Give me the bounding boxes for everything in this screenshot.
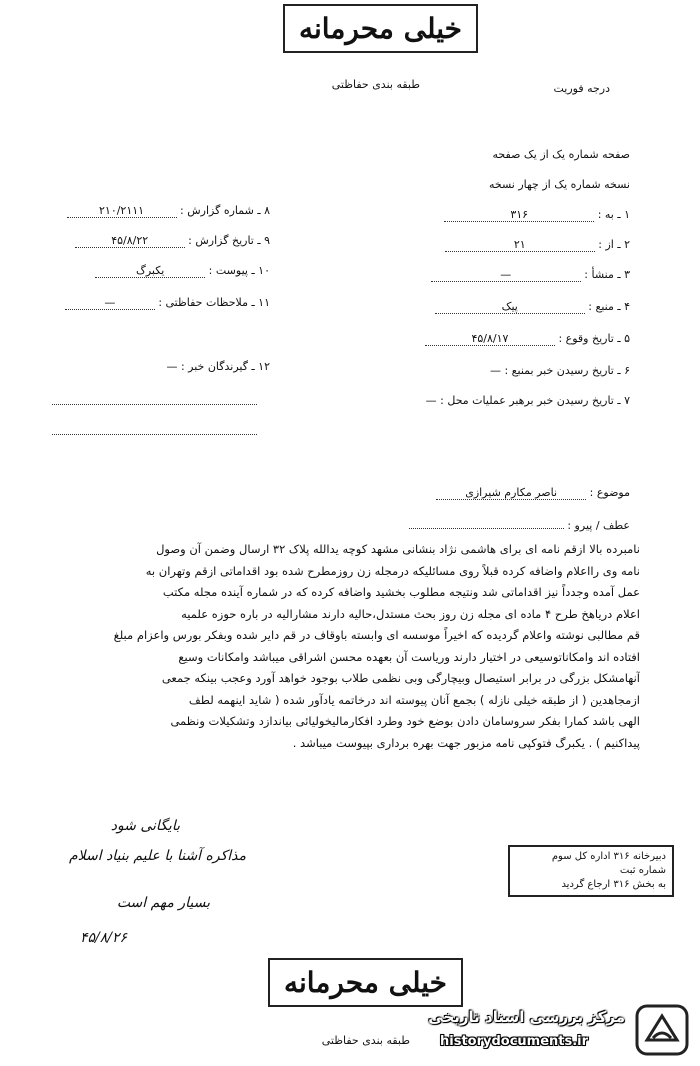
body-line: الهی باشد کمارا بفکر سروسامان دادن بوضع خود وطرد افکارمالیخولیائی بیاندازد وتشکیلات ونظمی (170, 714, 640, 728)
registry-stamp-line: دبیرخانه ۳۱۶ اداره کل سوم (551, 851, 666, 862)
handwritten-note-3: بسیار مهم است (116, 895, 210, 911)
body-line: ازمجاهدین ( از طبقه خیلی نازله ) بجمع آنان پیوسته اند درخاتمه یادآور شده ( شاید اینهمه لطف (188, 692, 640, 707)
classification-label: طبقه بندی حفاظتی (331, 78, 420, 91)
field-value: — (65, 296, 155, 310)
field-label: ۲ ـ از : (598, 238, 630, 251)
top-classification-stamp (283, 4, 478, 53)
body-line: عمل آمده وجدداً نیز اقداماتی شد ونتیجه مطلوب بخشید واضافه کرده که در شماره آینده مجله مکتب (162, 585, 640, 599)
subject-label: موضوع : (589, 486, 630, 499)
registry-stamp-line: شماره ثبت (619, 865, 666, 876)
field-security-notes (50, 296, 270, 310)
field-label: ۳ ـ منشأ : (584, 268, 630, 281)
field-label: ۱۲ ـ گیرندگان خبر : (180, 360, 270, 373)
field-label: ۱۱ ـ ملاحظات حفاظتی : (158, 296, 270, 309)
archive-logo-icon (635, 1004, 689, 1056)
watermark (420, 1002, 695, 1058)
handwritten-note-1: بایگانی شود (110, 818, 180, 834)
field-label: ۵ ـ تاریخ وقوع : (558, 332, 630, 345)
registry-stamp-line: به بخش ۳۱۶ ارجاع گردید (561, 879, 666, 890)
field-operations-receipt-date (385, 394, 630, 407)
report-body (28, 539, 640, 754)
field-value: — (489, 364, 501, 377)
field-label: ۴ ـ منبع : (588, 300, 630, 313)
subject-value: ناصر مکارم شیرازی (436, 486, 586, 500)
watermark-url: historydocuments.ir (440, 1034, 589, 1049)
field-label: ۱ ـ به : (597, 208, 630, 221)
stamp-text: خیلی محرمانه (299, 12, 462, 45)
field-value: پیک (435, 300, 585, 314)
urgency-label: درجه فوریت (553, 82, 610, 95)
body-line: قم مطالبی نوشته واعلام گردیده که اخیراً موسسه ای وابسته باوقاف در قم دایر شده وبفکر بورس واعزام مبلغ (113, 628, 640, 642)
body-line: نامه وی رااعلام واضافه کرده قبلاً روی مسائلیکه درمجله زن روزمطرح شده بود اقداماتی ازقم وتهران به (145, 563, 640, 578)
field-from (395, 238, 630, 252)
field-report-number (50, 204, 270, 218)
field-value: — (431, 268, 581, 282)
stamp-text: خیلی محرمانه (284, 966, 447, 999)
field-value: — (425, 394, 437, 407)
subject-line (400, 486, 630, 500)
field-event-date (395, 332, 630, 346)
body-line: نامبرده بالا ازقم نامه ای برای هاشمی نژاد بنشانی مشهد کوچه یدالله پلاک ۳۲ ارسال وضمن آن وصول (156, 542, 640, 556)
field-value: ۲۱ (445, 238, 595, 252)
footer-classification-label: طبقه بندی حفاظتی (321, 1034, 410, 1047)
field-value: یکبرگ (95, 264, 205, 278)
blank-line (52, 404, 257, 405)
handwritten-date: ۴۵/۸/۲۶ (80, 930, 128, 946)
field-attachment (50, 264, 270, 278)
body-line: افتاده اند وامکاناتوسیعی در اختیار دارند وریاست آن بعهده محسن اشراقی میباشد وامکانات وسیع (178, 649, 640, 664)
field-to (395, 208, 630, 222)
reference-line (400, 516, 630, 532)
body-line: اعلام دریاهخ طرح ۴ ماده ای مجله زن روز بحث مستدل،حالیه دارند مشارالیه در باره حوزه علمیه (181, 606, 640, 621)
field-report-date (50, 234, 270, 248)
field-value: ۴۵/۸/۲۲ (75, 234, 185, 248)
field-label: ۸ ـ شماره گزارش : (180, 204, 270, 217)
field-value: — (166, 360, 178, 373)
page-number-line: صفحه شماره یک از یک صفحه (492, 148, 630, 161)
field-source-receipt-date (395, 364, 630, 377)
field-label: ۱۰ ـ پیوست : (208, 264, 270, 277)
blank-line (52, 434, 257, 435)
field-label: ۷ ـ تاریخ رسیدن خبر برهبر عملیات محل : (440, 394, 630, 407)
watermark-title: مرکز بررسی اسناد تاریخی (428, 1008, 625, 1026)
reference-label: عطف / پیرو : (567, 519, 630, 532)
copy-number-line: نسخه شماره یک از چهار نسخه (488, 178, 630, 191)
field-value: ۴۵/۸/۱۷ (425, 332, 555, 346)
bottom-classification-stamp (268, 958, 463, 1007)
field-origin (395, 268, 630, 282)
field-value: ۳۱۶ (444, 208, 594, 222)
reference-value (409, 516, 564, 529)
field-recipients (50, 360, 270, 373)
field-value: ۲۱۰/۲۱۱۱ (67, 204, 177, 218)
body-line: آنهامشکل بزرگی در برابر استیصال وبیچارگی وبی نظمی طلاب بوجود خواهد آورد وعجب بینکه جمعی (161, 671, 640, 685)
field-label: ۹ ـ تاریخ گزارش : (188, 234, 270, 247)
registry-stamp (508, 845, 674, 897)
handwritten-note-2: مذاکره آشنا با علیم بنیاد اسلام (68, 848, 246, 864)
field-label: ۶ ـ تاریخ رسیدن خبر بمنبع : (504, 364, 630, 377)
body-line: پیداکنیم ) . یکبرگ فتوکپی نامه مزبور جهت بهره برداری بپیوست میباشد . (292, 735, 640, 750)
field-source (395, 300, 630, 314)
